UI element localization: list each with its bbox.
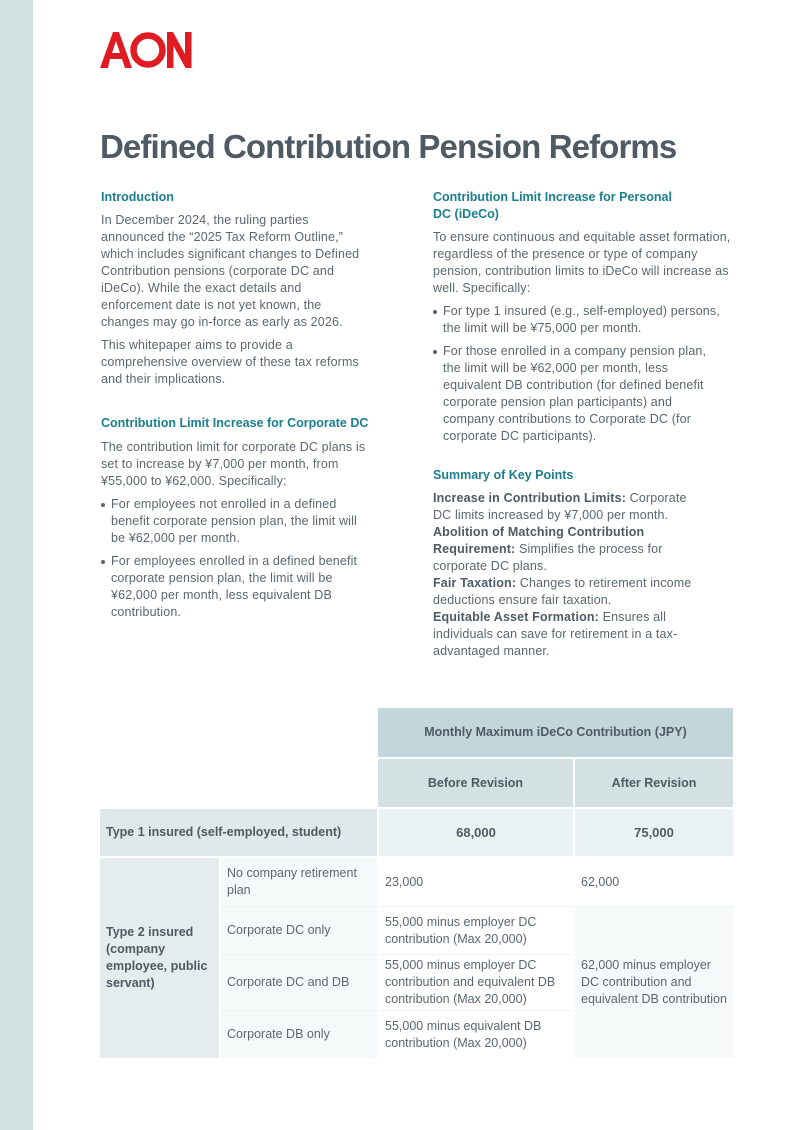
type2-sub-label: Corporate DC only: [220, 907, 378, 955]
table-blank-cell: [100, 708, 378, 758]
key-point-text: Ensures all individuals can save for retirement in a tax-advantaged manner.: [433, 610, 678, 658]
corporate-dc-heading: Contribution Limit Increase for Corporate DC: [101, 416, 369, 430]
key-point: [433, 524, 718, 575]
type1-after: 75,000: [574, 808, 733, 857]
page-title: Defined Contribution Pension Reforms: [100, 128, 677, 165]
left-accent-strip: [0, 0, 33, 1130]
type2-before: 55,000 minus employer DC contribution (Max 20,000): [378, 907, 574, 955]
table-blank-cell: [100, 758, 378, 808]
list-item: For employees enrolled in a defined benefit corporate pension plan, the limit will be ¥62,000 per month, less equivalent DB contribution.: [101, 553, 373, 621]
column-header-before: Before Revision: [378, 758, 574, 808]
ideco-bullets: [433, 303, 733, 445]
ideco-heading: Contribution Limit Increase for Personal DC (iDeCo): [433, 190, 672, 221]
type2-sub-label: No company retirement plan: [220, 857, 378, 907]
intro-paragraph: In December 2024, the ruling parties announced the “2025 Tax Reform Outline,” which includes significant changes to Defined Contribution pensions (corporate DC and iDeCo). While the exact details and enforcement date is not yet known, the changes may go in-force as early as 2026.: [101, 213, 360, 329]
type2-after-merged: 62,000 minus employer DC contribution and equivalent DB contribution: [574, 907, 733, 1059]
key-point-label: Equitable Asset Formation:: [433, 610, 599, 624]
list-item: For type 1 insured (e.g., self-employed) persons, the limit will be ¥75,000 per month.: [433, 303, 733, 337]
table-row: [100, 857, 733, 907]
right-column: [433, 189, 733, 660]
column-header-after: After Revision: [574, 758, 733, 808]
key-point-text: Simplifies the process for corporate DC plans.: [433, 542, 663, 573]
list-item: For employees not enrolled in a defined benefit corporate pension plan, the limit will be ¥62,000 per month.: [101, 496, 373, 547]
intro-heading: Introduction: [101, 190, 174, 204]
key-point: [433, 575, 703, 609]
key-point-label: Fair Taxation:: [433, 576, 517, 590]
type2-before: 23,000: [378, 857, 574, 907]
type2-sub-label: Corporate DB only: [220, 1011, 378, 1059]
key-point-label: Abolition of Matching Contribution Requirement:: [433, 525, 645, 556]
key-point-label: Increase in Contribution Limits:: [433, 491, 627, 505]
corporate-dc-bullets: [101, 496, 373, 621]
type1-before: 68,000: [378, 808, 574, 857]
type2-before: 55,000 minus employer DC contribution and equivalent DB contribution (Max 20,000): [378, 955, 574, 1011]
type1-label: Type 1 insured (self-employed, student): [100, 808, 378, 857]
left-column: [101, 189, 373, 627]
type2-before: 55,000 minus equivalent DB contribution (Max 20,000): [378, 1011, 574, 1059]
aon-logo: [100, 31, 192, 69]
summary-heading: Summary of Key Points: [433, 468, 574, 482]
key-point-text: Corporate DC limits increased by ¥7,000 per month.: [433, 491, 687, 522]
key-point: [433, 609, 678, 660]
intro-paragraph: This whitepaper aims to provide a comprehensive overview of these tax reforms and their implications.: [101, 338, 359, 386]
list-item: For those enrolled in a company pension plan, the limit will be ¥62,000 per month, less equivalent DB contribution (for defined benefit corporate pension plan participants) and company contributions to Corporate DC (for corporate DC participants).: [433, 343, 733, 445]
corporate-dc-intro: The contribution limit for corporate DC plans is set to increase by ¥7,000 per month, from ¥55,000 to ¥62,000. Specifically:: [101, 440, 366, 488]
ideco-contribution-table: [100, 708, 733, 1058]
type2-label: Type 2 insured (company employee, public servant): [100, 857, 220, 1058]
ideco-intro: To ensure continuous and equitable asset formation, regardless of the presence or type of company pension, contribution limits to iDeCo will increase as well. Specifically:: [433, 230, 731, 295]
type2-sub-label: Corporate DC and DB: [220, 955, 378, 1011]
key-point-text: Changes to retirement income deductions ensure fair taxation.: [433, 576, 692, 607]
type2-after: 62,000: [574, 857, 733, 907]
table-main-header: Monthly Maximum iDeCo Contribution (JPY): [378, 708, 733, 758]
key-point: [433, 490, 708, 524]
table-row: [100, 808, 733, 857]
